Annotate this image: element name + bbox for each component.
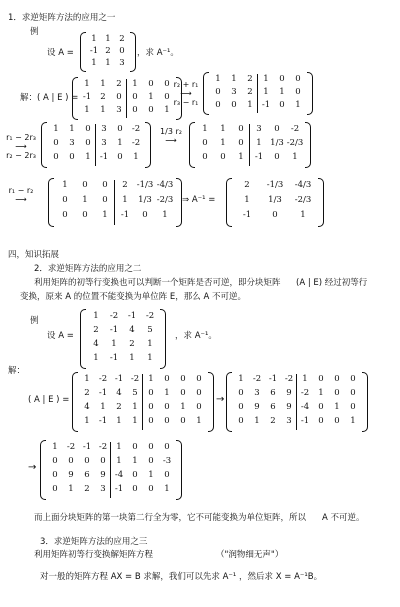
matrix-cell: 0 bbox=[62, 195, 68, 205]
subsection3-line: 利用矩阵初等行变换解矩阵方程 bbox=[34, 550, 154, 560]
matrix-cell: 2 bbox=[119, 34, 125, 44]
matrix-cell: 1 bbox=[91, 58, 97, 68]
right-bracket bbox=[208, 372, 214, 432]
matrix-cell: -2/3 bbox=[294, 195, 312, 205]
matrix-cell: 0 bbox=[180, 388, 186, 398]
matrix-cell: 2 bbox=[129, 339, 135, 349]
matrix-cell: 0 bbox=[148, 105, 154, 115]
example1-prompt-prefix: 设 A = bbox=[47, 48, 74, 58]
matrix-cell: 1 bbox=[295, 100, 301, 110]
matrix-cell: 1 bbox=[334, 402, 340, 412]
augment-divider bbox=[296, 374, 297, 430]
matrix-cell: 9 bbox=[254, 402, 260, 412]
row-op-3: 1/3 r₂ ⟶ bbox=[160, 127, 182, 145]
augment-divider bbox=[142, 374, 143, 430]
right-bracket bbox=[130, 32, 136, 72]
matrix-cell: 0 bbox=[196, 402, 202, 412]
left-bracket bbox=[226, 372, 232, 432]
matrix-cell: 1 bbox=[105, 58, 111, 68]
matrix-cell: 0 bbox=[148, 388, 154, 398]
row-op-4: r₁ − r₂ ⟶ bbox=[8, 186, 34, 204]
matrix-cell: 0 bbox=[215, 87, 221, 97]
matrix-cell: 9 bbox=[100, 470, 106, 480]
matrix-cell: 0 bbox=[180, 374, 186, 384]
matrix-cell: 1 bbox=[318, 388, 324, 398]
right-bracket bbox=[307, 72, 313, 115]
matrix-cell: 0 bbox=[238, 138, 244, 148]
matrix-cell: -2 bbox=[131, 124, 141, 134]
matrix-cell: 0 bbox=[85, 138, 91, 148]
matrix-cell: 0 bbox=[274, 124, 280, 134]
matrix-cell: 1 bbox=[132, 402, 138, 412]
right-bracket bbox=[318, 178, 324, 227]
matrix-cell: 1 bbox=[254, 416, 260, 426]
matrix-cell: 0 bbox=[164, 402, 170, 412]
matrix-cell: 1 bbox=[105, 34, 111, 44]
example1-prompt-suffix: ，求 A⁻¹。 bbox=[137, 48, 179, 58]
matrix-cell: 2 bbox=[122, 180, 128, 190]
matrix-cell: 0 bbox=[238, 124, 244, 134]
matrix-cell: 0 bbox=[100, 456, 106, 466]
paragraph-line-1-tail: (A | E) 经过初等行 bbox=[296, 278, 368, 288]
inverse-matrix bbox=[226, 178, 324, 227]
matrix-cell: 5 bbox=[147, 325, 153, 335]
subsection3-quote: （"润物细无声"） bbox=[216, 550, 284, 560]
matrix-cell: 0 bbox=[334, 374, 340, 384]
matrix-cell: 1 bbox=[84, 79, 90, 89]
left-bracket bbox=[80, 309, 86, 369]
matrix-cell: 2 bbox=[116, 402, 122, 412]
matrix-cell: -1 bbox=[127, 311, 137, 321]
example2-prompt-suffix: ，求 A⁻¹。 bbox=[175, 331, 217, 341]
matrix-cell: 2 bbox=[100, 92, 106, 102]
left-bracket bbox=[72, 372, 78, 432]
augmented-matrix-b2 bbox=[226, 372, 368, 432]
section4-heading: 四，知识拓展 bbox=[8, 250, 60, 260]
matrix-cell: 2 bbox=[84, 388, 90, 398]
matrix-cell: -1 bbox=[98, 388, 108, 398]
matrix-cell: -2 bbox=[109, 311, 119, 321]
matrix-cell: 0 bbox=[334, 388, 340, 398]
augmented-matrix-4 bbox=[189, 122, 311, 168]
matrix-cell: 0 bbox=[196, 388, 202, 398]
solution1-prefix: 解：( A | E ) = bbox=[20, 93, 79, 103]
right-bracket bbox=[305, 122, 311, 168]
matrix-cell: 1 bbox=[133, 152, 139, 162]
matrix-cell: 0 bbox=[164, 79, 170, 89]
matrix-cell: 0 bbox=[132, 92, 138, 102]
matrix-cell: 1 bbox=[52, 442, 58, 452]
matrix-cell: -2 bbox=[290, 124, 300, 134]
matrix-cell: -2 bbox=[131, 138, 141, 148]
example1-label: 例 bbox=[30, 27, 39, 37]
matrix-cell: 0 bbox=[62, 210, 68, 220]
matrix-cell: 5 bbox=[132, 388, 138, 398]
matrix-cell: 0 bbox=[53, 138, 59, 148]
matrix-cell: 0 bbox=[84, 456, 90, 466]
matrix-cell: 1 bbox=[53, 124, 59, 134]
left-bracket bbox=[41, 122, 47, 168]
matrix-cell: -1 bbox=[242, 210, 252, 220]
matrix-cell: 0 bbox=[220, 152, 226, 162]
matrix-cell: 0 bbox=[85, 124, 91, 134]
matrix-cell: -4 bbox=[300, 402, 310, 412]
matrix-cell: -1/3 bbox=[266, 180, 284, 190]
augmented-matrix-b1 bbox=[72, 372, 214, 432]
matrix-cell: -4 bbox=[114, 470, 124, 480]
matrix-cell: -1/3 bbox=[136, 180, 154, 190]
matrix-cell: 1 bbox=[279, 87, 285, 97]
augmented-matrix-2 bbox=[203, 72, 313, 115]
matrix-cell: 1 bbox=[202, 124, 208, 134]
example2-prompt-prefix: 设 A = bbox=[47, 331, 74, 341]
matrix-cell: -1 bbox=[120, 210, 130, 220]
row-op-2: r₁ − 2r₃ ⟶ r₂ − 2r₃ bbox=[6, 133, 36, 160]
matrix-cell: 0 bbox=[196, 374, 202, 384]
left-bracket bbox=[72, 77, 78, 120]
matrix-cell: 1 bbox=[300, 210, 306, 220]
conclusion-tail: A 不可逆。 bbox=[322, 513, 365, 523]
matrix-cell: 1 bbox=[116, 456, 122, 466]
matrix-cell: 2 bbox=[270, 416, 276, 426]
matrix-cell: 2 bbox=[105, 46, 111, 56]
matrix-cell: 0 bbox=[69, 152, 75, 162]
matrix-cell: 4 bbox=[129, 325, 135, 335]
matrix-cell: 2 bbox=[84, 484, 90, 494]
matrix-cell: 0 bbox=[202, 138, 208, 148]
matrix-cell: -1 bbox=[254, 152, 264, 162]
matrix-cell: 3 bbox=[119, 58, 125, 68]
matrix-cell: 1 bbox=[244, 195, 250, 205]
matrix-cell: 1 bbox=[220, 138, 226, 148]
matrix-cell: 1 bbox=[164, 388, 170, 398]
matrix-cell: 1 bbox=[147, 353, 153, 363]
matrix-cell: 1 bbox=[196, 416, 202, 426]
matrix-cell: 3 bbox=[116, 105, 122, 115]
matrix-cell: 1 bbox=[93, 353, 99, 363]
matrix-cell: 1 bbox=[180, 402, 186, 412]
row-op-1: r₂ + r₁ ⟶ r₃ − r₁ bbox=[173, 80, 199, 107]
matrix-cell: 0 bbox=[148, 484, 154, 494]
matrix-cell: 3 bbox=[101, 124, 107, 134]
left-bracket bbox=[40, 440, 46, 500]
solution2-label: 解： bbox=[8, 366, 26, 376]
matrix-cell: 0 bbox=[148, 79, 154, 89]
matrix-cell: 0 bbox=[52, 470, 58, 480]
augment-divider bbox=[257, 74, 258, 113]
matrix-cell: -1 bbox=[261, 100, 271, 110]
matrix-cell: 0 bbox=[350, 402, 356, 412]
matrix-cell: 0 bbox=[238, 416, 244, 426]
augment-divider bbox=[95, 124, 96, 166]
left-bracket bbox=[80, 32, 86, 72]
subsection3-title: 3．求逆矩阵方法的应用之三 bbox=[40, 537, 148, 547]
subsection2-title: 2．求逆矩阵方法的应用之二 bbox=[34, 264, 142, 274]
matrix-cell: 1 bbox=[100, 402, 106, 412]
matrix-cell: -2/3 bbox=[286, 138, 304, 148]
matrix-cell: 0 bbox=[164, 416, 170, 426]
left-bracket bbox=[226, 178, 232, 227]
matrix-cell: 3 bbox=[286, 416, 292, 426]
matrix-cell: 0 bbox=[350, 388, 356, 398]
matrix-cell: 1 bbox=[116, 416, 122, 426]
matrix-cell: -1 bbox=[89, 46, 99, 56]
matrix-cell: 1 bbox=[247, 100, 253, 110]
matrix-cell: 0 bbox=[132, 470, 138, 480]
matrix-cell: 1/3 bbox=[268, 195, 282, 205]
matrix-cell: 1 bbox=[84, 105, 90, 115]
matrix-cell: 2 bbox=[93, 325, 99, 335]
matrix-cell: 0 bbox=[164, 92, 170, 102]
matrix-cell: 1 bbox=[84, 416, 90, 426]
matrix-cell: 4 bbox=[93, 339, 99, 349]
matrix-cell: 1 bbox=[162, 210, 168, 220]
implies-inverse: ⇒ A⁻¹ = bbox=[182, 195, 216, 205]
augmented-matrix-5 bbox=[48, 178, 182, 227]
matrix-cell: -1 bbox=[114, 374, 124, 384]
matrix-cell: 0 bbox=[295, 87, 301, 97]
matrix-cell: 3 bbox=[231, 87, 237, 97]
matrix-A-1 bbox=[80, 32, 136, 72]
matrix-cell: 1 bbox=[263, 74, 269, 84]
matrix-cell: 1 bbox=[238, 374, 244, 384]
ae-label: ( A | E ) = bbox=[28, 395, 70, 405]
matrix-cell: 1 bbox=[263, 87, 269, 97]
left-bracket bbox=[189, 122, 195, 168]
matrix-cell: 1 bbox=[132, 416, 138, 426]
matrix-cell: -2/3 bbox=[156, 195, 174, 205]
matrix-cell: 1 bbox=[91, 34, 97, 44]
arrow-b2: → bbox=[28, 462, 37, 473]
matrix-cell: 1/3 bbox=[270, 138, 284, 148]
augment-divider bbox=[110, 442, 111, 498]
matrix-cell: 1 bbox=[164, 484, 170, 494]
matrix-cell: 0 bbox=[82, 210, 88, 220]
matrix-cell: 0 bbox=[164, 374, 170, 384]
matrix-cell: 0 bbox=[334, 416, 340, 426]
matrix-cell: -1 bbox=[109, 325, 119, 335]
right-bracket bbox=[145, 122, 151, 168]
matrix-cell: 1 bbox=[62, 180, 68, 190]
matrix-cell: 2 bbox=[116, 79, 122, 89]
matrix-cell: -1 bbox=[114, 484, 124, 494]
matrix-cell: 0 bbox=[132, 442, 138, 452]
matrix-cell: 3 bbox=[254, 388, 260, 398]
right-bracket bbox=[160, 309, 166, 369]
matrix-cell: 1 bbox=[132, 79, 138, 89]
matrix-cell: 1 bbox=[122, 195, 128, 205]
matrix-cell: 0 bbox=[318, 416, 324, 426]
matrix-cell: 0 bbox=[148, 416, 154, 426]
matrix-cell: 1 bbox=[302, 374, 308, 384]
matrix-cell: 1 bbox=[93, 311, 99, 321]
matrix-cell: 0 bbox=[119, 46, 125, 56]
matrix-cell: 0 bbox=[180, 416, 186, 426]
matrix-cell: 1 bbox=[132, 456, 138, 466]
matrix-cell: 6 bbox=[270, 402, 276, 412]
matrix-cell: 0 bbox=[279, 74, 285, 84]
augmented-matrix-b3 bbox=[40, 440, 182, 500]
matrix-cell: 1 bbox=[215, 74, 221, 84]
matrix-cell: -1 bbox=[82, 92, 92, 102]
matrix-cell: -2 bbox=[98, 374, 108, 384]
augmented-matrix-3 bbox=[41, 122, 151, 168]
matrix-cell: 0 bbox=[117, 124, 123, 134]
matrix-cell: 1 bbox=[100, 105, 106, 115]
conclusion-line: 而上面分块矩阵的第一块第二行全为零，它不可能变换为单位矩阵，所以 bbox=[34, 513, 307, 523]
matrix-cell: 0 bbox=[238, 388, 244, 398]
matrix-cell: 0 bbox=[52, 456, 58, 466]
matrix-cell: 0 bbox=[117, 152, 123, 162]
matrix-cell: 0 bbox=[318, 402, 324, 412]
matrix-cell: 0 bbox=[68, 456, 74, 466]
matrix-cell: 1 bbox=[256, 138, 262, 148]
matrix-cell: 1/3 bbox=[138, 195, 152, 205]
right-bracket bbox=[362, 372, 368, 432]
section1-title: 1．求逆矩阵方法的应用之一 bbox=[8, 13, 116, 23]
matrix-cell: 4 bbox=[116, 388, 122, 398]
left-bracket bbox=[203, 72, 209, 115]
left-bracket bbox=[48, 178, 54, 227]
augment-divider bbox=[249, 124, 250, 166]
matrix-cell: 0 bbox=[318, 374, 324, 384]
example2-label: 例 bbox=[30, 316, 39, 326]
matrix-cell: 0 bbox=[53, 152, 59, 162]
matrix-cell: -2 bbox=[66, 442, 76, 452]
matrix-cell: 1 bbox=[129, 353, 135, 363]
matrix-cell: 1 bbox=[220, 124, 226, 134]
matrix-cell: 1 bbox=[116, 442, 122, 452]
matrix-cell: -2 bbox=[284, 374, 294, 384]
augment-divider bbox=[114, 180, 115, 225]
matrix-cell: 0 bbox=[142, 210, 148, 220]
matrix-cell: 1 bbox=[84, 374, 90, 384]
matrix-cell: 0 bbox=[274, 152, 280, 162]
matrix-cell: 3 bbox=[69, 138, 75, 148]
arrow-b1: → bbox=[216, 394, 225, 405]
matrix-cell: -2 bbox=[252, 374, 262, 384]
matrix-cell: -4/3 bbox=[294, 180, 312, 190]
matrix-cell: 3 bbox=[101, 138, 107, 148]
matrix-cell: -2 bbox=[300, 388, 310, 398]
matrix-cell: 0 bbox=[82, 180, 88, 190]
matrix-cell: 0 bbox=[102, 180, 108, 190]
matrix-cell: 0 bbox=[279, 100, 285, 110]
matrix-cell: 2 bbox=[247, 87, 253, 97]
matrix-cell: 0 bbox=[272, 210, 278, 220]
matrix-cell: 0 bbox=[116, 92, 122, 102]
matrix-cell: 1 bbox=[148, 470, 154, 480]
matrix-cell: 4 bbox=[84, 402, 90, 412]
matrix-cell: 0 bbox=[132, 484, 138, 494]
matrix-cell: 1 bbox=[350, 416, 356, 426]
matrix-cell: 0 bbox=[164, 470, 170, 480]
matrix-cell: -1 bbox=[99, 152, 109, 162]
matrix-cell: 1 bbox=[100, 79, 106, 89]
matrix-cell: 0 bbox=[238, 402, 244, 412]
matrix-cell: -1 bbox=[268, 374, 278, 384]
matrix-cell: 0 bbox=[202, 152, 208, 162]
matrix-cell: 2 bbox=[247, 74, 253, 84]
matrix-cell: 0 bbox=[148, 456, 154, 466]
matrix-cell: 1 bbox=[238, 152, 244, 162]
matrix-cell: 0 bbox=[102, 195, 108, 205]
matrix-cell: 1 bbox=[147, 339, 153, 349]
matrix-cell: 9 bbox=[286, 402, 292, 412]
matrix-cell: 9 bbox=[286, 388, 292, 398]
augmented-matrix-1 bbox=[72, 77, 182, 120]
matrix-cell: 1 bbox=[69, 124, 75, 134]
matrix-cell: 1 bbox=[117, 138, 123, 148]
matrix-A-2 bbox=[80, 309, 166, 369]
matrix-cell: 0 bbox=[350, 374, 356, 384]
matrix-cell: 6 bbox=[270, 388, 276, 398]
matrix-cell: 0 bbox=[148, 442, 154, 452]
matrix-cell: 1 bbox=[85, 152, 91, 162]
matrix-cell: -2 bbox=[130, 374, 140, 384]
matrix-cell: -2 bbox=[98, 442, 108, 452]
matrix-cell: 0 bbox=[231, 100, 237, 110]
matrix-cell: 0 bbox=[295, 74, 301, 84]
matrix-cell: 9 bbox=[68, 470, 74, 480]
matrix-cell: 1 bbox=[102, 210, 108, 220]
matrix-cell: 0 bbox=[148, 402, 154, 412]
paragraph-line-2: 变换，原来 A 的位置不能变换为单位阵 E，那么 A 不可逆。 bbox=[20, 292, 247, 302]
paragraph-line-1: 利用矩阵的初等行变换也可以判断一个矩阵是否可逆，即分块矩阵 bbox=[34, 278, 281, 288]
right-bracket bbox=[176, 440, 182, 500]
matrix-cell: -2 bbox=[145, 311, 155, 321]
matrix-cell: 2 bbox=[244, 180, 250, 190]
last-line: 对一般的矩阵方程 AX = B 求解，我们可以先求 A⁻¹ ，然后求 X = A⁻¹B。 bbox=[40, 572, 323, 582]
matrix-cell: -1 bbox=[109, 353, 119, 363]
matrix-cell: 1 bbox=[231, 74, 237, 84]
matrix-cell: 6 bbox=[84, 470, 90, 480]
matrix-cell: 0 bbox=[164, 442, 170, 452]
matrix-cell: 3 bbox=[100, 484, 106, 494]
matrix-cell: 0 bbox=[52, 484, 58, 494]
augment-divider bbox=[126, 79, 127, 118]
matrix-cell: 1 bbox=[148, 92, 154, 102]
matrix-cell: 1 bbox=[148, 374, 154, 384]
matrix-cell: 1 bbox=[82, 195, 88, 205]
matrix-cell: 1 bbox=[111, 339, 117, 349]
matrix-cell: -1 bbox=[98, 416, 108, 426]
matrix-cell: 0 bbox=[132, 105, 138, 115]
matrix-cell: -1 bbox=[300, 416, 310, 426]
matrix-cell: 1 bbox=[292, 152, 298, 162]
matrix-cell: -4/3 bbox=[156, 180, 174, 190]
matrix-cell: -3 bbox=[162, 456, 172, 466]
matrix-cell: 1 bbox=[68, 484, 74, 494]
matrix-cell: 0 bbox=[215, 100, 221, 110]
matrix-cell: 1 bbox=[164, 105, 170, 115]
matrix-cell: 3 bbox=[256, 124, 262, 134]
matrix-cell: -1 bbox=[82, 442, 92, 452]
